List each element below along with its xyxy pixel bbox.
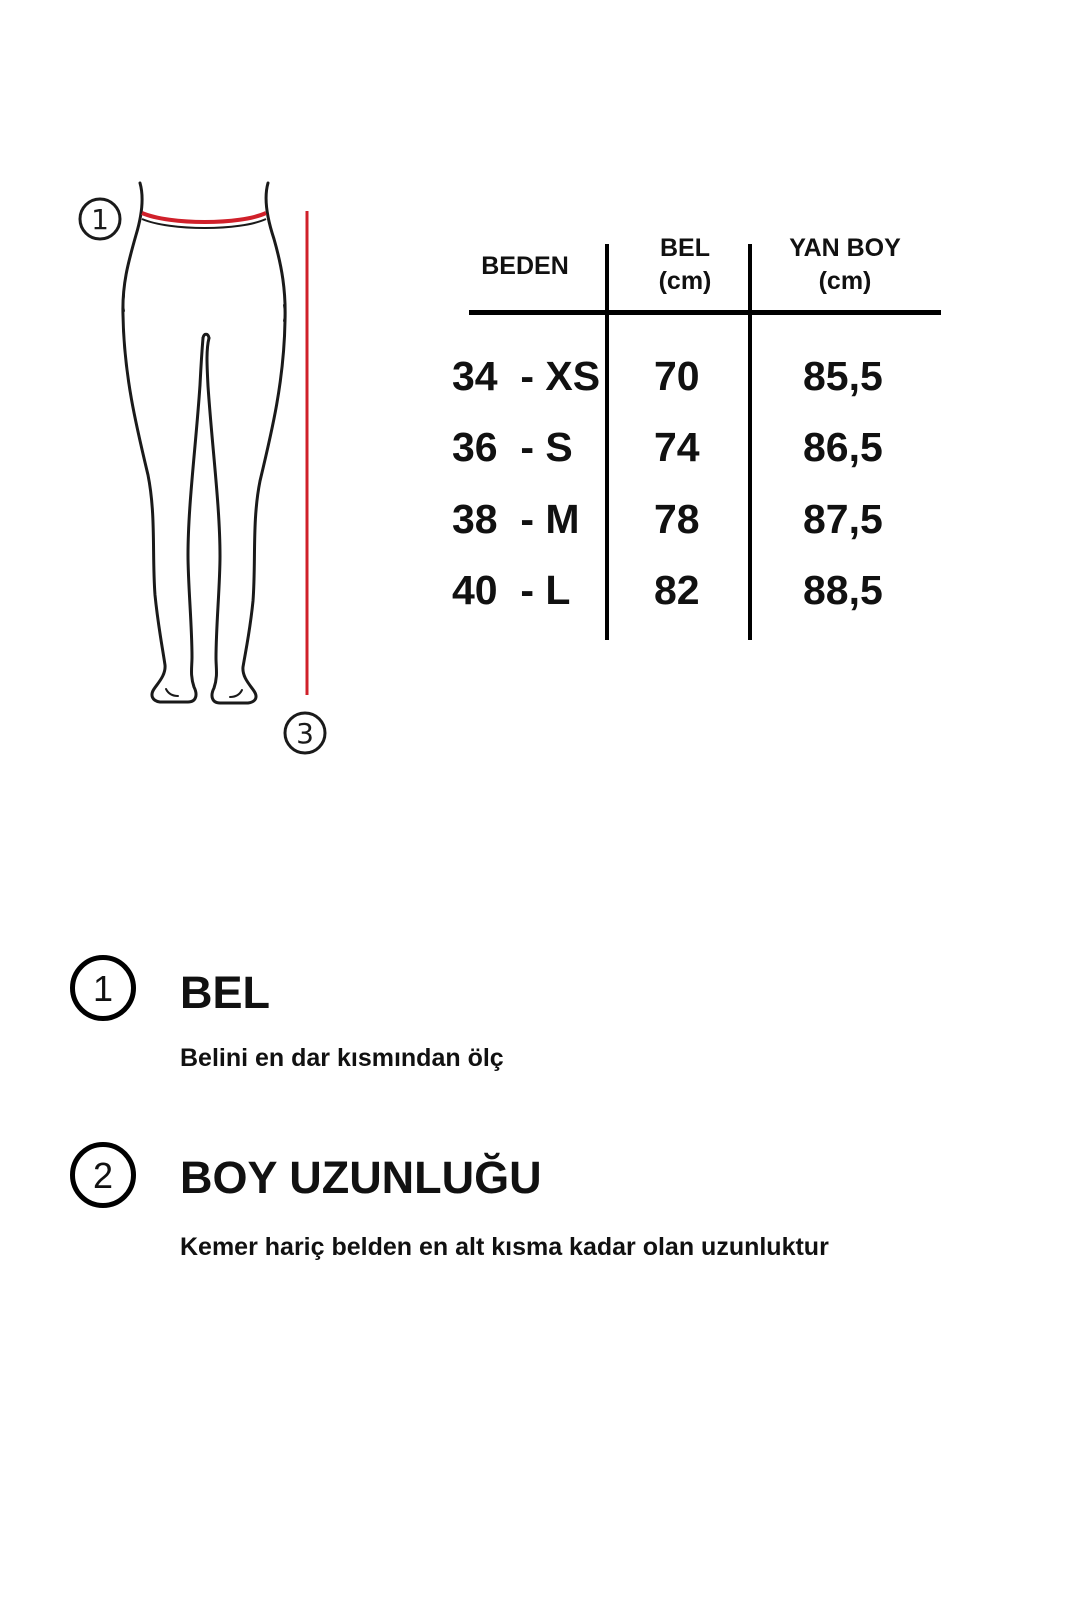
leggings-outline-drawing xyxy=(70,175,370,795)
column-divider-2 xyxy=(748,244,752,640)
column-header-length xyxy=(765,232,925,298)
row-2-length: 86,5 xyxy=(803,424,883,470)
column-header-size xyxy=(465,250,585,283)
row-2-size: 36 - S xyxy=(452,424,573,470)
instruction-length xyxy=(70,1142,1020,1272)
header-divider xyxy=(469,310,941,315)
column-divider-1 xyxy=(605,244,609,640)
row-2-waist: 74 xyxy=(654,424,700,470)
header-size-label: BEDEN xyxy=(481,252,569,280)
step-description-waist: Belini en dar kısmından ölç xyxy=(180,1044,504,1072)
header-waist-unit: (cm) xyxy=(658,267,712,295)
step-number-2: 2 xyxy=(70,1142,136,1208)
row-3-waist: 78 xyxy=(654,496,700,542)
step-title-waist: BEL xyxy=(180,967,270,1018)
header-length-label: YAN BOY xyxy=(789,234,901,262)
row-4-waist: 82 xyxy=(654,567,700,613)
waist-measure-line xyxy=(142,213,266,222)
step-description-length: Kemer hariç belden en alt kısma kadar olan uzunluktur xyxy=(180,1233,829,1261)
header-length-unit: (cm) xyxy=(818,267,872,295)
leggings-measurement-illustration xyxy=(70,175,370,795)
row-1-size: 34 - XS xyxy=(452,353,601,399)
instruction-waist xyxy=(70,955,1020,1085)
size-chart-table xyxy=(452,234,975,660)
column-header-waist xyxy=(615,232,755,298)
row-4-length: 88,5 xyxy=(803,567,883,613)
row-3-size: 38 - M xyxy=(452,496,580,542)
marker-label-3: 3 xyxy=(296,717,314,750)
step-title-length: BOY UZUNLUĞU xyxy=(180,1152,542,1203)
row-1-waist: 70 xyxy=(654,353,700,399)
header-waist-label: BEL xyxy=(660,234,710,262)
marker-label-1: 1 xyxy=(91,203,109,236)
row-1-length: 85,5 xyxy=(803,353,883,399)
row-3-length: 87,5 xyxy=(803,496,883,542)
row-4-size: 40 - L xyxy=(452,567,571,613)
step-number-1: 1 xyxy=(70,955,136,1021)
